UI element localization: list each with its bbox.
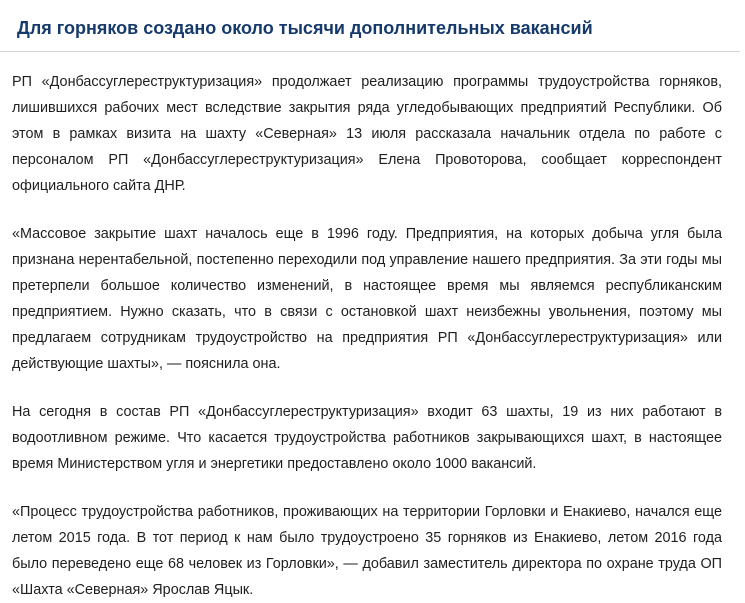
article-title: Для горняков создано около тысячи дополнительных вакансий: [17, 18, 593, 38]
article-paragraph: РП «Донбассуглереструктуризация» продолжает реализацию программы трудоустройства горняков, лишившихся рабочих мест вследствие закрытия ряда угледобывающих предприятий Республики. Об этом в рамках визита на шахту «Северная» 13 июля рассказала начальник отдела по работе с персоналом РП «Донбассуглереструктуризация» Елена Провоторова, сообщает корреспондент официального сайта ДНР.: [12, 74, 722, 194]
article-paragraph: «Массовое закрытие шахт началось еще в 1996 году. Предприятия, на которых добыча угля была признана нерентабельной, постепенно переходили под управление нашего предприятия. За эти годы мы претерпели большое количество изменений, в настоящее время мы являемся республиканским предприятием. Нужно сказать, что в связи с остановкой шахт неизбежны увольнения, поэтому мы предлагаем сотрудникам трудоустройство на предприятия РП «Донбассуглереструктуризация» или действующие шахты», — пояснила она.: [12, 226, 722, 372]
article-paragraph: «Процесс трудоустройства работников, проживающих на территории Горловки и Енакиево, начался еще летом 2015 года. В тот период к нам было трудоустроено 35 горняков из Енакиево, летом 2016 года было переведено еще 68 человек из Горловки», — добавил заместитель директора по охране труда ОП «Шахта «Северная» Ярослав Яцык.: [12, 504, 722, 598]
article-body: [12, 69, 722, 603]
article-paragraph: На сегодня в состав РП «Донбассуглереструктуризация» входит 63 шахты, 19 из них работают в водоотливном режиме. Что касается трудоустройства работников закрывающихся шахт, в настоящее время Министерством угля и энергетики предоставлено около 1000 вакансий.: [12, 404, 722, 472]
article-header: [0, 0, 740, 52]
